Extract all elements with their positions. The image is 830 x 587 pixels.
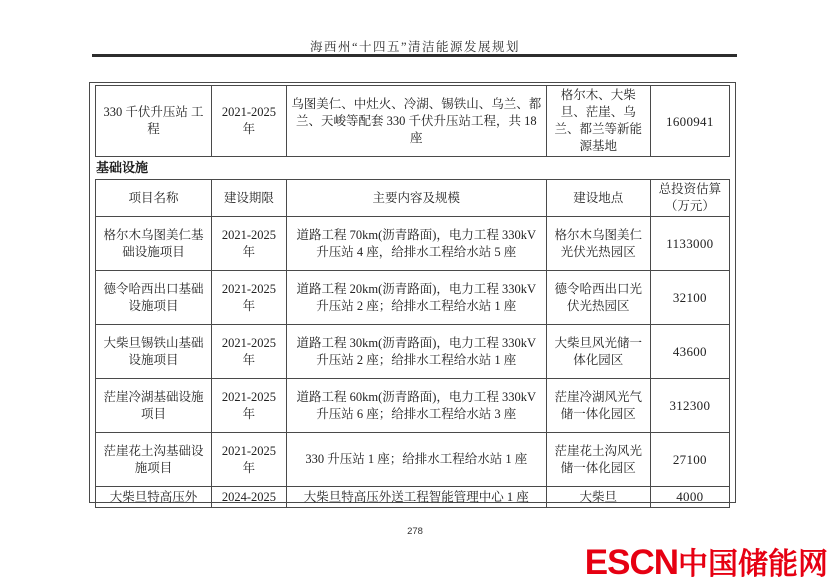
column-header-content-scale: 主要内容及规模 bbox=[286, 180, 546, 217]
project-name-cell: 330 千伏升压站 工程 bbox=[96, 86, 212, 157]
build-period-cell: 2024-2025 bbox=[212, 487, 287, 508]
projects-table-frame bbox=[89, 82, 736, 503]
location-cell: 茫崖花土沟风光储一体化园区 bbox=[546, 433, 650, 487]
escn-watermark-logo bbox=[585, 543, 828, 587]
location-cell: 格尔木、大柴旦、茫崖、乌兰、都兰等新能源基地 bbox=[546, 86, 650, 157]
content-scale-cell: 道路工程 30km(沥青路面)，电力工程 330kV 升压站 2 座；给排水工程给水站 1 座 bbox=[286, 325, 546, 379]
content-scale-cell: 道路工程 20km(沥青路面)，电力工程 330kV 升压站 2 座；给排水工程给水站 1 座 bbox=[286, 271, 546, 325]
build-period-cell: 2021-2025 年 bbox=[212, 379, 287, 433]
investment-cell: 27100 bbox=[650, 433, 729, 487]
column-header-location: 建设地点 bbox=[546, 180, 650, 217]
build-period-cell: 2021-2025 年 bbox=[212, 271, 287, 325]
section-label-infrastructure: 基础设施 bbox=[96, 160, 149, 175]
build-period-cell: 2021-2025 年 bbox=[212, 325, 287, 379]
column-header-investment: 总投资估算（万元） bbox=[650, 180, 729, 217]
project-name-cell: 德令哈西出口基础设施项目 bbox=[96, 271, 212, 325]
investment-cell: 1600941 bbox=[650, 86, 729, 157]
table-row bbox=[96, 271, 730, 325]
column-header-project-name: 项目名称 bbox=[96, 180, 212, 217]
table-row bbox=[96, 487, 730, 508]
content-scale-cell: 大柴旦特高压外送工程智能管理中心 1 座 bbox=[286, 487, 546, 508]
location-cell: 茫崖冷湖风光气储一体化园区 bbox=[546, 379, 650, 433]
location-cell: 大柴旦风光储一体化园区 bbox=[546, 325, 650, 379]
escn-logo-chinese-text: 中国储能网 bbox=[678, 548, 828, 581]
table-row bbox=[96, 217, 730, 271]
page-number: 278 bbox=[407, 526, 423, 537]
investment-cell: 4000 bbox=[650, 487, 729, 508]
build-period-cell: 2021-2025 年 bbox=[212, 433, 287, 487]
escn-logo-latin-text: ESCN bbox=[584, 543, 678, 582]
location-cell: 德令哈西出口光伏光热园区 bbox=[546, 271, 650, 325]
table-row bbox=[96, 86, 730, 157]
content-scale-cell: 330 升压站 1 座；给排水工程给水站 1 座 bbox=[286, 433, 546, 487]
investment-cell: 32100 bbox=[650, 271, 729, 325]
investment-cell: 312300 bbox=[650, 379, 729, 433]
header-divider-rule bbox=[92, 54, 737, 57]
project-name-cell: 格尔木乌图美仁基础设施项目 bbox=[96, 217, 212, 271]
table-row bbox=[96, 379, 730, 433]
content-scale-cell: 乌图美仁、中灶火、冷湖、锡铁山、乌兰、都兰、天峻等配套 330 千伏升压站工程，共 18 座 bbox=[286, 86, 546, 157]
location-cell: 大柴旦 bbox=[546, 487, 650, 508]
carryover-table bbox=[95, 85, 730, 157]
project-name-cell: 茫崖冷湖基础设施项目 bbox=[96, 379, 212, 433]
build-period-cell: 2021-2025 年 bbox=[212, 86, 287, 157]
content-scale-cell: 道路工程 60km(沥青路面)，电力工程 330kV 升压站 6 座；给排水工程给水站 3 座 bbox=[286, 379, 546, 433]
column-header-build-period: 建设期限 bbox=[212, 180, 287, 217]
table-row bbox=[96, 325, 730, 379]
document-header-title: 海西州“十四五”清洁能源发展规划 bbox=[309, 40, 521, 54]
content-scale-cell: 道路工程 70km(沥青路面)，电力工程 330kV 升压站 4 座，给排水工程给水站 5 座 bbox=[286, 217, 546, 271]
project-name-cell: 大柴旦特高压外 bbox=[96, 487, 212, 508]
investment-cell: 1133000 bbox=[650, 217, 729, 271]
location-cell: 格尔木乌图美仁光伏光热园区 bbox=[546, 217, 650, 271]
investment-cell: 43600 bbox=[650, 325, 729, 379]
table-header-row bbox=[96, 180, 730, 217]
infrastructure-table bbox=[95, 179, 730, 508]
table-row bbox=[96, 433, 730, 487]
build-period-cell: 2021-2025 年 bbox=[212, 217, 287, 271]
project-name-cell: 茫崖花土沟基础设施项目 bbox=[96, 433, 212, 487]
project-name-cell: 大柴旦锡铁山基础设施项目 bbox=[96, 325, 212, 379]
